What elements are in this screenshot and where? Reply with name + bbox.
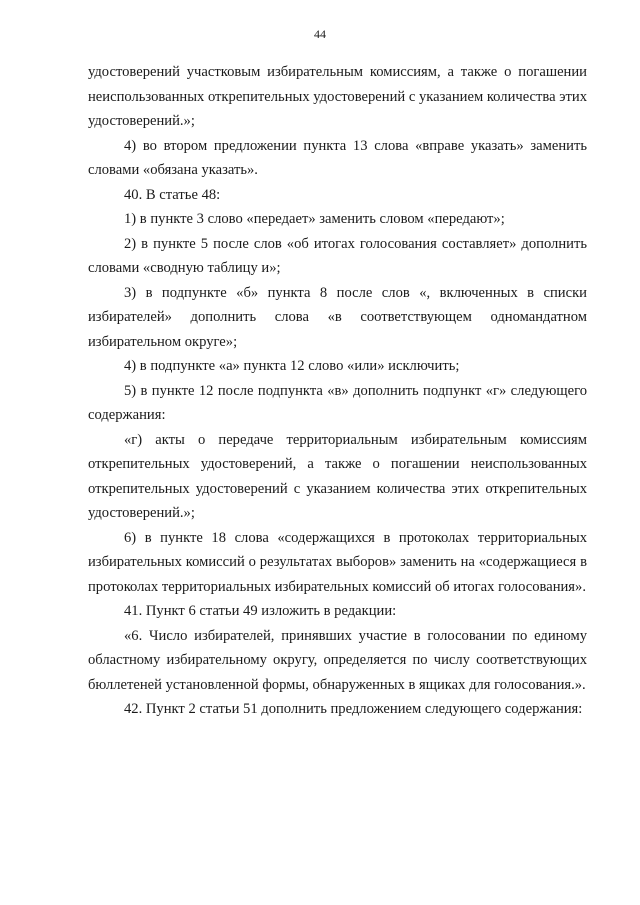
paragraph: 4) в подпункте «а» пункта 12 слово «или» исключить; bbox=[124, 358, 460, 374]
paragraph: 5) в пункте 12 после подпункта «в» дополнить подпункт «г» следующего содержания: bbox=[88, 382, 587, 423]
paragraph: 1) в пункте 3 слово «передает» заменить словом «передают»; bbox=[124, 211, 505, 227]
paragraph: «г) акты о передаче территориальным избирательным комиссиям открепительных удостоверений, а также о погашении неиспользованных открепительных удостоверений с указанием количества этих открепительных удостоверений.»; bbox=[88, 431, 587, 521]
paragraph: удостоверений участковым избирательным комиссиям, а также о погашении неиспользованных открепительных удостоверений с указанием количества этих удостоверений.»; bbox=[88, 64, 587, 129]
paragraph: 2) в пункте 5 после слов «об итогах голосования составляет» дополнить словами «сводную таблицу и»; bbox=[88, 235, 587, 276]
paragraph: 40. В статье 48: bbox=[124, 186, 221, 203]
paragraph: 3) в подпункте «б» пункта 8 после слов «, включенных в списки избирателей» дополнить слова «в соответствующем одномандатном избирательном округе»; bbox=[88, 284, 587, 350]
page-number: 44 bbox=[314, 27, 326, 41]
paragraph: «6. Число избирателей, принявших участие в голосовании по единому областному избирательному округу, определяется по числу соответствующих бюллетеней установленной формы, обнаруженных в ящиках для голосования.». bbox=[88, 627, 587, 693]
paragraph: 41. Пункт 6 статьи 49 изложить в редакции: bbox=[124, 603, 397, 619]
paragraph: 4) во втором предложении пункта 13 слова «вправе указать» заменить словами «обязана указать». bbox=[88, 137, 587, 178]
document-body bbox=[88, 60, 587, 722]
paragraph: 42. Пункт 2 статьи 51 дополнить предложением следующего содержания: bbox=[124, 701, 583, 717]
paragraph: 6) в пункте 18 слова «содержащихся в протоколах территориальных избирательных комиссий о результатах выборов» заменить на «содержащиеся в протоколах территориальных избирательных комиссий об итогах голосования». bbox=[88, 529, 587, 595]
